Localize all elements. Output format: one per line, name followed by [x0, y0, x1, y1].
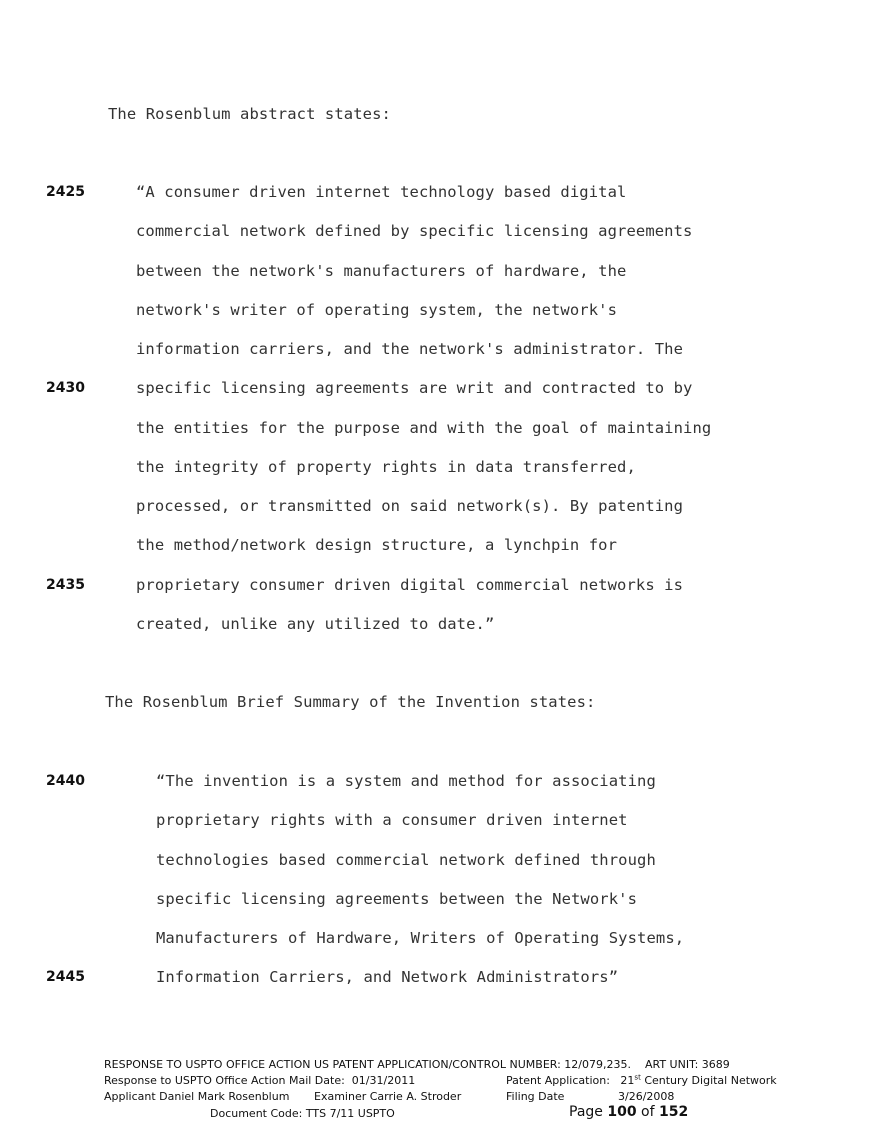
- quote-line: commercial network defined by specific licensing agreements: [136, 222, 693, 240]
- footer-filing-label: Filing Date: [506, 1090, 565, 1103]
- quote-line: created, unlike any utilized to date.”: [136, 615, 495, 633]
- quote-line: proprietary consumer driven digital commercial networks is: [136, 576, 684, 594]
- quote-line: Manufacturers of Hardware, Writers of Operating Systems,: [156, 929, 685, 947]
- footer-examiner: Examiner Carrie A. Stroder: [314, 1090, 462, 1103]
- line-number: 2425: [46, 184, 85, 200]
- quote-line: the entities for the purpose and with the goal of maintaining: [136, 419, 712, 437]
- footer-filing-date: 3/26/2008: [618, 1090, 675, 1103]
- section-heading-summary: The Rosenblum Brief Summary of the Invention states:: [105, 693, 596, 711]
- patent-app-title: Century Digital Network: [640, 1074, 777, 1087]
- quote-line: network's writer of operating system, the network's: [136, 301, 618, 319]
- line-number: 2445: [46, 969, 85, 985]
- patent-app-number: 21: [620, 1074, 635, 1087]
- line-number: 2435: [46, 577, 85, 593]
- quote-line: processed, or transmitted on said network(s). By patenting: [136, 497, 684, 515]
- footer-mail-date: Response to USPTO Office Action Mail Date: 01/31/2011: [104, 1074, 416, 1087]
- footer-control-number: RESPONSE TO USPTO OFFICE ACTION US PATENT APPLICATION/CONTROL NUMBER: 12/079,235. ART UNIT: 3689: [104, 1058, 730, 1071]
- footer-document-code: Document Code: TTS 7/11 USPTO: [210, 1107, 395, 1120]
- quote-line: information carriers, and the network's administrator. The: [136, 340, 684, 358]
- patent-app-suffix: st: [634, 1073, 641, 1082]
- section-heading-abstract: The Rosenblum abstract states:: [108, 105, 391, 123]
- quote-line: specific licensing agreements are writ and contracted to by: [136, 379, 693, 397]
- patent-app-label: Patent Application:: [506, 1074, 610, 1087]
- quote-line: the integrity of property rights in data transferred,: [136, 458, 636, 476]
- quote-line: Information Carriers, and Network Administrators”: [156, 968, 619, 986]
- quote-line: the method/network design structure, a lynchpin for: [136, 536, 618, 554]
- page-label: Page: [569, 1104, 608, 1120]
- quote-line: technologies based commercial network defined through: [156, 851, 656, 869]
- quote-line: between the network's manufacturers of hardware, the: [136, 262, 627, 280]
- page-current: 100: [607, 1104, 637, 1120]
- quote-line: specific licensing agreements between the Network's: [156, 890, 638, 908]
- page-of: of: [636, 1104, 659, 1120]
- quote-line: “The invention is a system and method for associating: [156, 772, 656, 790]
- footer-applicant: Applicant Daniel Mark Rosenblum: [104, 1090, 290, 1103]
- line-number: 2440: [46, 773, 85, 789]
- footer-patent-application: [506, 1074, 777, 1087]
- quote-line: “A consumer driven internet technology based digital: [136, 183, 627, 201]
- line-number: 2430: [46, 380, 85, 396]
- quote-line: proprietary rights with a consumer driven internet: [156, 811, 628, 829]
- footer-page-number: [569, 1104, 688, 1120]
- page-total: 152: [658, 1104, 689, 1120]
